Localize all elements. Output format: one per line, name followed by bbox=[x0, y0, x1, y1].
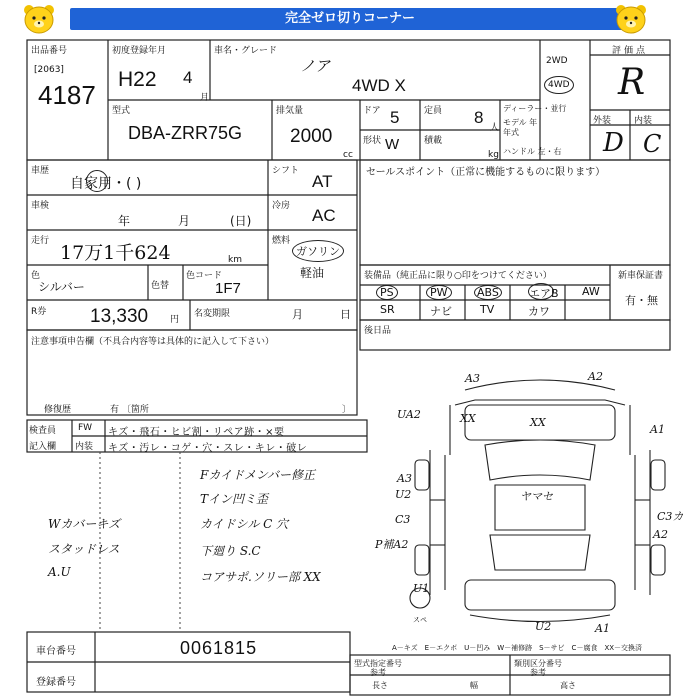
meigi-label: 名変期限 bbox=[194, 309, 231, 319]
shift-label: シフト bbox=[272, 166, 300, 176]
color-code-label: 色コード bbox=[186, 271, 223, 281]
type-value: DBA-ZRR75G bbox=[128, 123, 243, 143]
mark-a1-bottom: A1 bbox=[595, 622, 610, 635]
model-num-label: 型式指定番号 bbox=[354, 659, 402, 668]
equip-pw: PW bbox=[426, 285, 452, 300]
ac-value: AC bbox=[312, 206, 336, 225]
width-label: 幅 bbox=[470, 681, 478, 690]
repair-label: 修復歴 bbox=[44, 405, 72, 415]
note-right-4: コアサポ.ソリー部 XX bbox=[200, 570, 321, 584]
meigi-day: 日 bbox=[340, 308, 351, 321]
check-label-2: 記入欄 bbox=[29, 442, 57, 452]
warranty-value: 有・無 bbox=[625, 294, 658, 307]
equip-navi: ナビ bbox=[430, 305, 452, 318]
reg-era: H22 bbox=[118, 68, 157, 91]
mark-spare: スペ bbox=[413, 616, 427, 624]
shift-value: AT bbox=[312, 172, 333, 191]
dealer-line2: モデル 年 bbox=[503, 118, 538, 127]
inspect-month: 月 bbox=[178, 214, 191, 228]
car-grade: 4WD X bbox=[352, 76, 406, 95]
equip-tv: TV bbox=[480, 303, 495, 316]
mileage-label: 走行 bbox=[31, 236, 50, 246]
note-left-0: Wカバーキズ bbox=[48, 517, 121, 531]
check-fw-label: FW bbox=[78, 423, 93, 433]
chassis-value: 0061815 bbox=[180, 638, 258, 658]
mark-a1-right: A1 bbox=[650, 423, 665, 436]
fuel-gas: ガソリン bbox=[292, 240, 344, 262]
check-in-label: 内装 bbox=[75, 442, 94, 452]
dealer-line4: ハンドル 左・右 bbox=[503, 147, 562, 156]
drive-4wd-circled: 4WD bbox=[544, 76, 574, 94]
cap-label: 定員 bbox=[424, 106, 443, 116]
check-in-items: キズ・汚レ・コゲ・穴・スレ・キレ・破レ bbox=[108, 443, 308, 454]
note-left-1: スタッドレス bbox=[48, 542, 120, 556]
inspect-label: 車検 bbox=[31, 201, 50, 211]
shape-label: 形状 bbox=[363, 136, 382, 146]
mark-center-label: ヤマセ bbox=[520, 490, 553, 503]
mark-c3-right: C3カ bbox=[657, 510, 684, 523]
name-label: 車名・グレード bbox=[214, 46, 278, 56]
later-label: 後日品 bbox=[364, 326, 392, 336]
mark-a3-top: A3 bbox=[465, 372, 480, 385]
score-int-label: 内装 bbox=[634, 116, 653, 126]
score-ext: D bbox=[603, 128, 624, 158]
note-right-2: カイドシル C 穴 bbox=[200, 517, 289, 531]
lot-number: 4187 bbox=[38, 80, 96, 110]
equip-airbag: エアB bbox=[529, 287, 559, 300]
load-label: 積載 bbox=[424, 136, 443, 146]
cap-unit: 人 bbox=[490, 123, 500, 133]
mark-a2-right: A2 bbox=[653, 528, 668, 541]
model-ref: 参考 bbox=[370, 668, 386, 677]
color-code: 1F7 bbox=[215, 280, 241, 297]
mileage-unit: km bbox=[228, 255, 242, 265]
equip-ps: PS bbox=[376, 285, 398, 300]
length-label: 長さ bbox=[372, 681, 388, 690]
equip-leather: カワ bbox=[528, 305, 550, 318]
disp-value: 2000 bbox=[290, 126, 333, 147]
disp-label: 排気量 bbox=[276, 106, 304, 116]
score-label: 評価点 bbox=[612, 46, 649, 56]
mark-c3-left: C3 bbox=[395, 513, 411, 526]
meigi-month: 月 bbox=[292, 308, 303, 321]
warranty-label: 新車保証書 bbox=[618, 271, 664, 281]
damage-legend: A－キズ E－エクボ U－凹み W－補修跡 S－サビ C－腐食 XX－交換済 bbox=[392, 644, 643, 652]
repair-value: 有 〔箇所 bbox=[110, 405, 149, 415]
sales-label: セールスポイント（正常に機能するものに限ります） bbox=[366, 167, 606, 178]
note-right-0: Fカイドメンバー修正 bbox=[200, 468, 316, 482]
usage-label: 車歴 bbox=[31, 166, 50, 176]
reg-month: 4 bbox=[183, 68, 193, 87]
type-label: 型式 bbox=[112, 106, 131, 116]
note-right-1: Tイン凹ミ歪 bbox=[200, 492, 269, 506]
mark-u2-bottom: U2 bbox=[535, 620, 552, 633]
mark-a2-top: A2 bbox=[588, 370, 603, 383]
notes-label: 注意事項申告欄（不具合内容等は具体的に記入して下さい） bbox=[31, 337, 275, 347]
score-int: C bbox=[643, 130, 662, 158]
reg-unit: 月 bbox=[200, 93, 210, 103]
load-unit: kg bbox=[488, 150, 499, 160]
chassis-label: 車台番号 bbox=[36, 646, 76, 657]
score-ext-label: 外装 bbox=[593, 116, 612, 126]
ac-label: 冷房 bbox=[272, 201, 291, 211]
equip-airbag-circle bbox=[528, 283, 554, 300]
equip-label: 装備品（純正品に限り○印をつけてください） bbox=[364, 271, 552, 281]
dealer-line3: 年式 bbox=[503, 128, 519, 137]
inspect-year: 年 bbox=[118, 214, 131, 228]
mark-u2-left: U2 bbox=[395, 488, 412, 501]
car-model: ノア bbox=[300, 57, 331, 75]
fuel-diesel: 軽油 bbox=[300, 266, 325, 280]
regno-label: 登録番号 bbox=[36, 677, 76, 688]
check-fw-items: キズ・飛石・ヒビ割・リペア跡・×要 bbox=[108, 427, 285, 438]
inspect-day: (日) bbox=[230, 214, 252, 228]
car-damage-diagram bbox=[375, 360, 685, 640]
color-change-label: 色替 bbox=[151, 281, 170, 291]
price-unit: 円 bbox=[170, 315, 180, 325]
banner-title: 完全ゼロ切りコーナー bbox=[70, 8, 630, 30]
lot-sub: [2063] bbox=[34, 65, 64, 75]
door-label: ドア bbox=[363, 106, 381, 116]
price-label: R券 bbox=[31, 307, 47, 317]
score-value: R bbox=[618, 62, 646, 103]
category-ref: 参考 bbox=[530, 668, 546, 677]
equip-aw: AW bbox=[582, 285, 600, 298]
door-value: 5 bbox=[390, 108, 400, 127]
note-right-3: 下廻り S.C bbox=[200, 544, 261, 558]
usage-value: 自家用・( ) bbox=[70, 176, 142, 192]
dealer-line1: ディーラー・並行 bbox=[503, 104, 567, 113]
price-value: 13,330 bbox=[90, 306, 149, 327]
reg-label: 初度登録年月 bbox=[112, 46, 167, 56]
category-label: 類別区分番号 bbox=[514, 659, 562, 668]
note-left-2: A.U bbox=[48, 565, 71, 579]
cap-value: 8 bbox=[474, 108, 484, 127]
mark-a3-left: A3 bbox=[397, 472, 412, 485]
mark-p-a2: P補A2 bbox=[375, 538, 409, 551]
fuel-label: 燃料 bbox=[272, 236, 291, 246]
drive-2wd: 2WD bbox=[546, 56, 568, 66]
repair-bracket: 〕 bbox=[342, 405, 352, 415]
mark-xx-center: XX bbox=[530, 416, 546, 429]
mileage-value: 17万1千624 bbox=[60, 242, 171, 264]
usage-circle bbox=[86, 170, 108, 192]
disp-unit: cc bbox=[343, 150, 353, 160]
color-value: シルバー bbox=[38, 280, 85, 294]
shape-value: W bbox=[385, 136, 400, 153]
equip-abs: ABS bbox=[474, 285, 502, 300]
mark-xx-left: XX bbox=[460, 412, 476, 425]
height-label: 高さ bbox=[560, 681, 576, 690]
lot-label: 出品番号 bbox=[31, 46, 68, 56]
equip-sr: SR bbox=[380, 303, 395, 316]
color-label: 色 bbox=[31, 271, 41, 281]
check-label-1: 検査員 bbox=[29, 426, 57, 436]
mark-u1: U1 bbox=[413, 582, 430, 595]
mark-ua2: UA2 bbox=[397, 408, 421, 421]
